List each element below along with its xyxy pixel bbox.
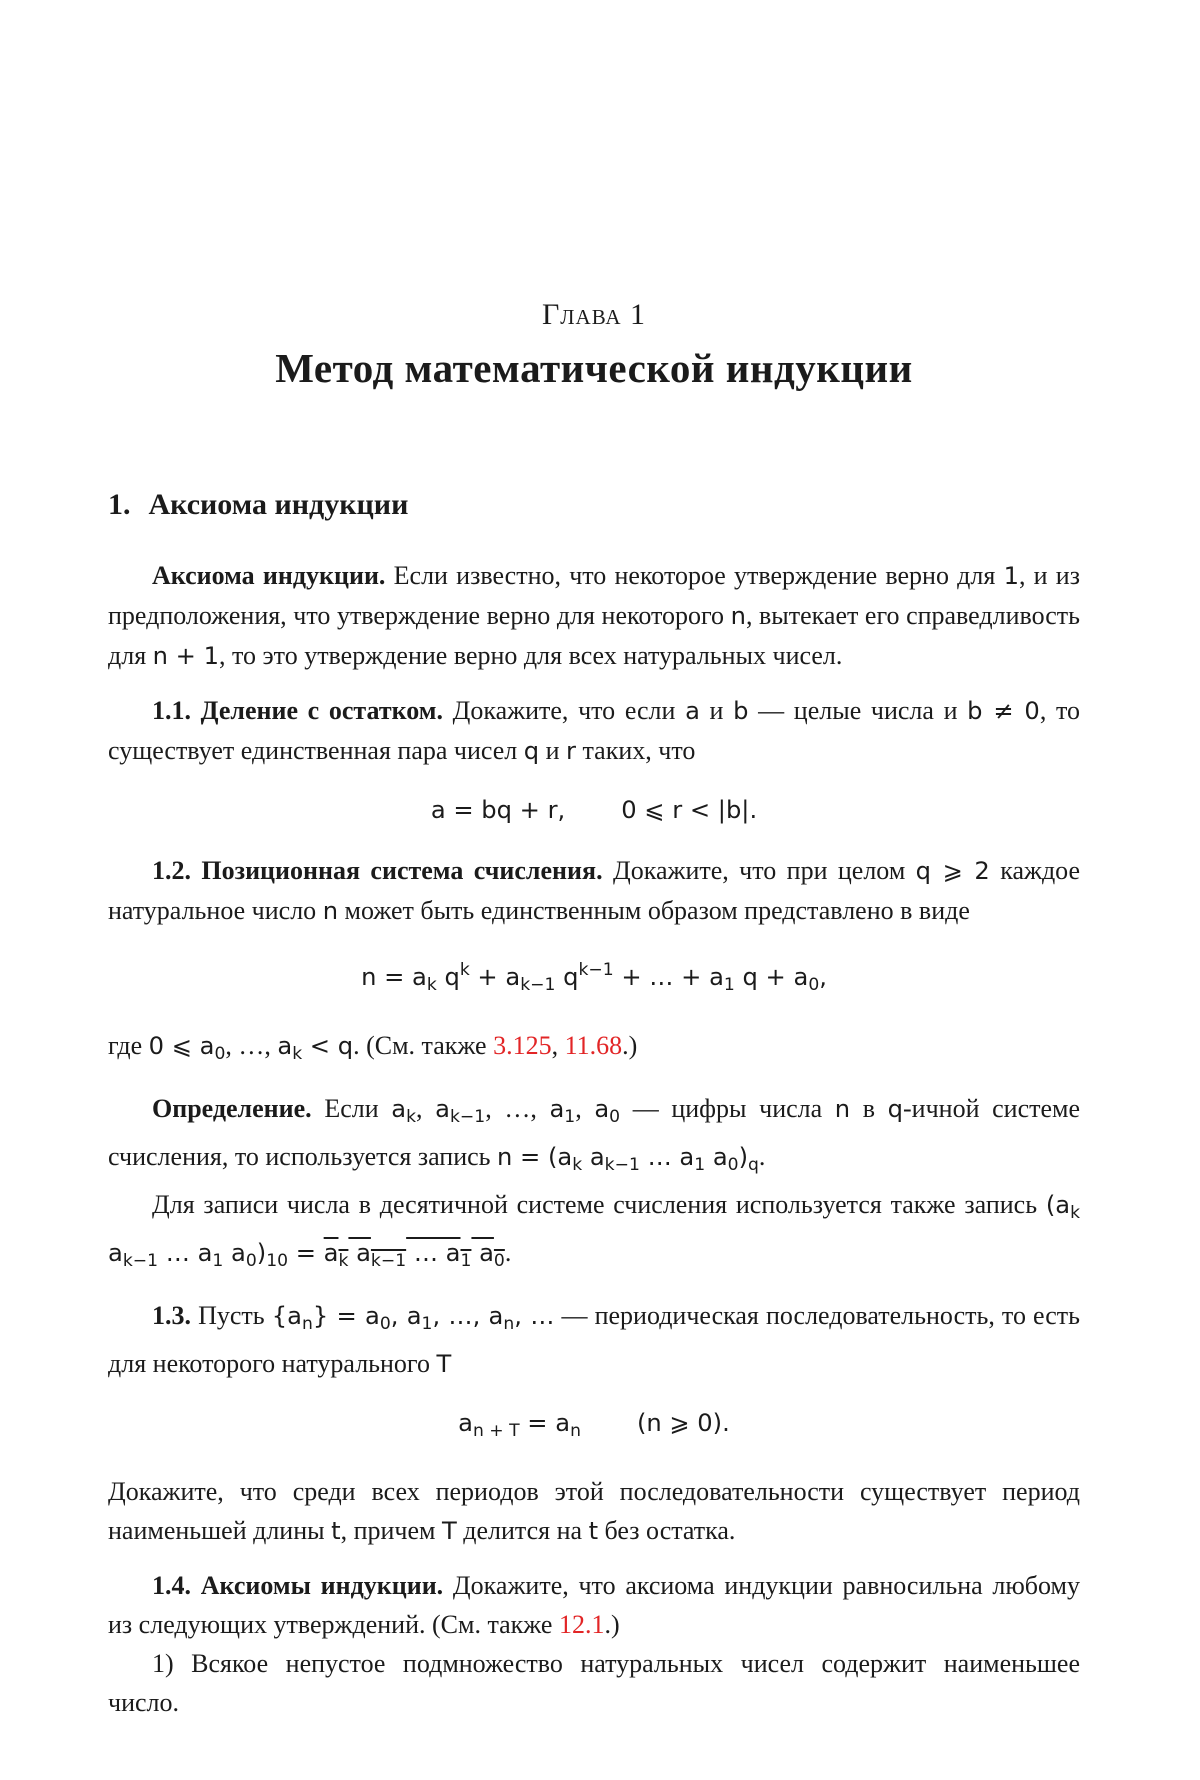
bold-run: Аксиома индукции. [152, 561, 386, 590]
text-run: каждое натуральное число [108, 856, 1081, 925]
math-run: 0 [379, 1314, 391, 1334]
math-run: n [730, 602, 746, 630]
math-run: + a [469, 963, 521, 991]
section-title: Аксиома индукции [148, 488, 409, 521]
text-run: , …, [485, 1094, 550, 1123]
display-formula [108, 793, 1080, 827]
display-formula [108, 953, 1080, 1002]
math-run: , …, a [432, 1302, 504, 1330]
text-run: . [758, 1142, 766, 1171]
math-run: 1 [694, 1155, 706, 1175]
math-run: = a [519, 1409, 571, 1437]
math-run: 1 [460, 1251, 472, 1271]
bold-run: 1.3. [152, 1301, 191, 1330]
math-run: 0 [808, 975, 820, 995]
text-run: -ичной системе счисления, то используется запись [108, 1094, 1081, 1171]
math-run: a [435, 1095, 450, 1123]
math-run: k [338, 1251, 349, 1271]
text-run: , [575, 1094, 595, 1123]
math-run: k [572, 1155, 583, 1175]
math-run: n + T [472, 1421, 520, 1441]
text-run: делится на [456, 1516, 589, 1545]
text-run: , то это утверждение верно для всех натуральных чисел. [219, 641, 843, 670]
text-run: Докажите, что аксиома индукции равносильна любому из следующих утверждений. (См. также [108, 1571, 1080, 1639]
text-run: — периодическая последовательность, то есть для некоторого натурального [108, 1301, 1080, 1378]
text-run: Если известно, что некоторое утверждение верно для [385, 561, 1004, 590]
math-run: a [471, 1239, 494, 1267]
math-run: q [436, 963, 460, 991]
math-run: k−1 [578, 960, 614, 980]
chapter-title: Метод математической индукции [275, 345, 913, 391]
paragraph [108, 691, 1080, 771]
paragraph [108, 1644, 1080, 1722]
math-run: t [588, 1517, 599, 1545]
math-run: 1 [1003, 562, 1019, 590]
text-run: .) [604, 1610, 620, 1639]
section-heading [108, 488, 1080, 522]
math-run: k−1 [122, 1251, 159, 1271]
math-run: a [348, 1239, 371, 1267]
math-run: a [549, 1095, 565, 1123]
math-run: n = a [361, 963, 427, 991]
math-run: k−1 [604, 1155, 640, 1175]
math-run: n + 1 [152, 642, 219, 670]
math-run: 0 [727, 1155, 739, 1175]
paragraph [108, 1566, 1080, 1644]
math-run: q + a [734, 963, 809, 991]
text-run: — цифры числа [620, 1094, 835, 1123]
math-run: q ⩾ 2 [915, 857, 990, 885]
math-run: a [582, 1143, 605, 1171]
paragraph [108, 1185, 1080, 1281]
text-run: — целые числа и [748, 696, 968, 725]
math-run: a [223, 1239, 246, 1267]
text-run: , то существует единственная пара чисел [108, 696, 1080, 765]
math-run: q [748, 1155, 759, 1175]
text-run: и [539, 736, 567, 765]
text-run: Докажите, что если [442, 696, 686, 725]
math-run: a = bq + r, [430, 796, 566, 824]
text-run: , причем [340, 1516, 442, 1545]
math-run: a [705, 1143, 728, 1171]
math-run: 0 [245, 1251, 257, 1271]
math-run: 0 ⩽ a [148, 1032, 215, 1060]
paragraph [108, 1089, 1080, 1185]
text-run: может быть единственным образом представлено в виде [338, 896, 970, 925]
math-run: 0 ⩽ r < |b|. [621, 796, 758, 824]
math-run: {a [271, 1302, 302, 1330]
math-run: n [322, 897, 339, 925]
math-run: , … [514, 1302, 555, 1330]
math-run: 0 [493, 1251, 505, 1271]
math-run: b [733, 697, 749, 725]
math-run: n [834, 1095, 851, 1123]
math-run: n = (a [497, 1143, 573, 1171]
math-run: 1 [564, 1107, 576, 1127]
math-run: k [406, 1107, 417, 1127]
math-run: a [277, 1032, 293, 1060]
math-run: … a [158, 1239, 213, 1267]
page-content [108, 556, 1080, 1722]
paragraph [108, 556, 1080, 676]
text-run: Докажите, что среди всех периодов этой последовательности существует период наименьшей длины [108, 1477, 1080, 1545]
text-run: . (См. также [353, 1031, 494, 1060]
math-run: 10 [266, 1251, 289, 1271]
ref-link-3.125[interactable]: 3.125 [493, 1031, 552, 1060]
bold-run: 1.2. Позиционная система счисления. [152, 856, 603, 885]
text-run: Для записи числа в десятичной системе счисления используется также запись [152, 1190, 1046, 1219]
math-run: (n ⩾ 0). [636, 1409, 730, 1437]
math-run: 0 [214, 1044, 226, 1064]
math-run: a [458, 1409, 473, 1437]
math-run: n [301, 1314, 313, 1334]
text-run: , …, [225, 1031, 278, 1060]
math-run: , [819, 963, 827, 991]
math-run: = [288, 1239, 324, 1267]
math-run: ) [738, 1143, 749, 1171]
math-run: (a [1045, 1191, 1071, 1219]
math-run: } = a [312, 1302, 380, 1330]
math-run: 1 [723, 975, 735, 995]
math-run: q [887, 1095, 904, 1123]
math-run: 1 [421, 1314, 433, 1334]
math-run: k [1070, 1203, 1080, 1223]
bold-run: Определение. [152, 1094, 312, 1123]
math-run: q [523, 737, 540, 765]
math-run: k [292, 1044, 303, 1064]
text-run: таких, что [575, 736, 696, 765]
math-run: a [323, 1239, 339, 1267]
text-run: без остатка. [598, 1516, 736, 1545]
math-run: k−1 [449, 1107, 486, 1127]
paragraph [108, 1026, 1080, 1074]
math-run: < q [302, 1032, 354, 1060]
text-run: Докажите, что при целом [602, 856, 916, 885]
section-number: 1. [108, 488, 131, 521]
math-run: 0 [609, 1107, 621, 1127]
math-run: … a [406, 1239, 461, 1267]
math-run: k−1 [370, 1251, 407, 1271]
paragraph [108, 1296, 1080, 1384]
math-run: t [331, 1517, 341, 1545]
text-run: , [551, 1031, 565, 1060]
math-run: T [442, 1517, 457, 1545]
text-run: . [504, 1238, 512, 1267]
math-run: a [685, 697, 700, 725]
text-run: где [108, 1031, 149, 1060]
math-run: k−1 [520, 975, 556, 995]
math-run: + … + a [613, 963, 724, 991]
display-formula [108, 1406, 1080, 1448]
text-run: Пусть [191, 1301, 272, 1330]
math-run: n [570, 1421, 581, 1441]
text-run: , и из предположения, что утверждение верно для некоторого [108, 561, 1080, 630]
math-run: q [555, 963, 579, 991]
paragraph [108, 1472, 1080, 1551]
math-run: T [436, 1350, 452, 1378]
math-run: a [108, 1239, 123, 1267]
math-run: a [594, 1095, 610, 1123]
math-run: ) [256, 1239, 267, 1267]
math-run: a [391, 1095, 407, 1123]
text-run: , [416, 1094, 436, 1123]
bold-run: 1.1. Деление с остатком. [152, 696, 443, 725]
math-run: , a [390, 1302, 422, 1330]
math-run: n [503, 1314, 515, 1334]
math-run: k [426, 975, 437, 995]
text-run [323, 1238, 505, 1271]
math-run: b ≠ 0 [967, 697, 1040, 725]
math-run: … a [639, 1143, 695, 1171]
ref-link-12.1[interactable]: 12.1 [558, 1610, 605, 1639]
ref-link-11.68[interactable]: 11.68 [564, 1031, 623, 1060]
paragraph [108, 851, 1080, 931]
math-run: r [566, 737, 576, 765]
text-run: в [850, 1094, 888, 1123]
text-run: Если [311, 1094, 392, 1123]
text-run: , вытекает его справедливость для [108, 601, 1081, 670]
text-run: 1) Всякое непустое подмножество натуральных чисел содержит наименьшее число. [108, 1649, 1080, 1717]
text-run: и [699, 696, 734, 725]
text-run: .) [622, 1031, 638, 1060]
math-run: k [459, 960, 470, 980]
bold-run: 1.4. Аксиомы индукции. [152, 1571, 444, 1600]
math-run: 1 [212, 1251, 224, 1271]
chapter-label: Глава 1 [541, 298, 647, 331]
